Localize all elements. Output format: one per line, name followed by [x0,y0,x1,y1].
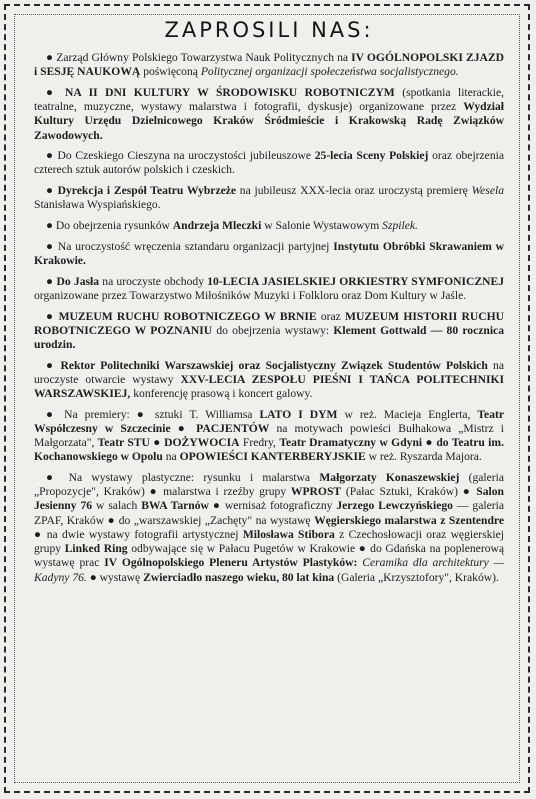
announcement-text: MUZEUM RUCHU ROBOTNICZEGO W BRNIE [58,309,317,323]
announcement-text: do „warszawskiej „Zachęty" na wystawę [115,513,315,527]
bullet-icon: ● [34,527,47,541]
announcement-text: 25-lecia Sceny Polskiej [314,149,429,163]
bullet-icon: ● [46,239,58,253]
announcement-text: do Teatru im. Kochanowskiego w Opolu [34,436,504,464]
announcement-text: organizowane przez Towarzystwo Miłośników Muzyki i Folkloru oraz Dom Kultury w Jaśle. [34,288,467,302]
announcement-text: WPROST [290,485,342,499]
announcement-text: Do Czeskiego Cieszyna na uroczystości jubileuszowe [57,149,315,163]
announcement-item [34,86,504,143]
announcement-text: Zarząd Główny Polskiego Towarzystwa Nauk Politycznych na [56,51,352,64]
announcement-text: PACJENTÓW [196,421,270,435]
announcement-text: Politycznej organizacji społeczeństwa socjalistycznego. [200,65,459,79]
announcement-item [34,310,504,353]
announcement-text: (galeria „Propozycje", Kraków) [34,471,505,499]
announcement-item [34,240,504,268]
bullet-icon: ● [149,485,159,499]
bullet-icon: ● [422,436,437,450]
announcement-text: Teatr STU [94,436,150,450]
announcement-text: na uroczyste obchody [99,274,208,288]
announcement-item [34,275,504,303]
announcement-text: LATO I DYM [259,407,338,421]
announcement-text: Szpilek. [382,219,418,233]
announcement-text: BWA Tarnów [141,499,209,513]
announcement-item [34,184,504,212]
announcement-text: na motywach powieści Bułhakowa [269,421,459,435]
bullet-icon: ● [46,358,61,372]
announcement-text: (Galeria „Krzysztofory", Kraków). [334,570,499,584]
announcement-text: do Gdańska na poplenerową wystawę prac [34,542,505,570]
announcement-text: Na wystawy plastyczne: rysunku i malarstwa [68,471,320,485]
bullet-icon: ● [46,309,59,323]
announcement-text: Rektor Politechniki Warszawskiej oraz Socjalistyczny Związek Studentów Polskich [60,358,488,372]
announcement-text: w reż. Macieja Englerta, [337,407,478,421]
bullet-icon: ● [46,471,69,485]
bullet-icon: ● [170,421,197,435]
announcement-list [34,51,504,585]
announcement-text: na [162,450,180,464]
announcement-text: Małgorzaty Konaszewskiej [319,471,460,485]
announcement-text: wystawę [99,570,144,584]
bullet-icon: ● [136,407,155,421]
announcement-text: Wesela [471,184,504,198]
announcement-text: oraz obejrzenia czterech sztuk autorów polskich i czeskich. [34,149,504,177]
bullet-icon: ● [46,51,57,64]
announcement-text: Milosława Stibora [242,527,335,541]
bullet-icon: ● [46,219,56,233]
announcement-item [34,51,504,79]
announcement-text: w reż. Ryszarda Majora. [365,450,482,464]
announcement-text: poświęconą [140,65,201,79]
announcement-text: Wydział Kultury Urzędu Dzielnicowego Kraków Śródmieście i Krakowską Radę Związków Zawodowych. [34,100,504,142]
announcement-text: Dyrekcja i Zespół Teatru Wybrzeże [57,184,237,198]
announcement-text: (spotkania literackie, teatralne, muzyczne, wystawy malarstwa i fotografii, dyskusje) organizowane przez [34,85,504,114]
announcement-text: Klement Gottwald — 80 rocznica urodzin. [34,323,504,351]
bullet-icon: ● [149,436,165,450]
announcement-text: Zwierciadło naszego wieku, 80 lat kina [143,570,335,584]
announcement-text: Fredry, [239,436,280,450]
announcement-text: NA II DNI KULTURY W ŚRODOWISKU ROBOTNICZYM [65,85,395,99]
bullet-icon: ● [107,513,116,527]
announcement-text: w salach [92,499,142,513]
announcement-text: Andrzeja Mleczki [172,219,262,233]
announcement-text: OPOWIEŚCI KANTERBERYJSKIE [179,450,366,464]
announcement-text: Instytutu Obróbki Skrawaniem w Krakowie. [34,239,504,267]
announcement-text: z Czechosłowacji oraz węgierskiej grupy [34,527,505,556]
announcement-text: w Salonie Wystawowym [261,219,383,233]
announcement-item [34,471,504,585]
announcement-text: malarstwa i rzeźby grupy [158,485,291,499]
announcement-item [34,219,504,233]
announcement-text: Na uroczystość wręczenia sztandaru organizacji partyjnej [57,239,334,253]
announcement-text: sztuki T. Williamsa [154,407,260,421]
bullet-icon: ● [46,184,58,198]
announcement-text: do obejrzenia wystawy: [212,323,334,337]
announcement-text: Linked Ring [64,542,128,556]
announcement-text: IV Ogólnopolskiego Pleneru Artystów Plastyków: [104,556,358,570]
announcement-text: MUZEUM HISTORII RUCHU ROBOTNICZEGO W POZNANIU [34,309,504,337]
announcement-text: Teatr Współczesny w Szczecinie [34,407,505,435]
announcement-text: Teatr Dramatyczny w Gdyni [279,436,423,450]
announcement-text: „Mistrz i Małgorzata", [34,421,504,450]
announcement-text: Na premiery: [64,407,137,421]
announcement-text: na uroczyste otwarcie wystawy [34,358,504,386]
announcement-text: DOŻYWOCIA [164,436,240,450]
article [34,18,504,591]
announcement-text: oraz [316,309,346,323]
announcement-text: 10-LECIA JASIELSKIEJ ORKIESTRY SYMFONICZNEJ [207,274,504,288]
announcement-text: Węgierskiego malarstwa z Szentendre [314,513,504,527]
announcement-item [34,359,504,402]
bullet-icon: ● [46,274,57,288]
bullet-icon: ● [46,85,66,99]
announcement-item [34,149,504,177]
bullet-icon: ● [46,407,65,421]
bullet-icon: ● [208,499,225,513]
announcement-text: Stanisława Wyspiańskiego. [34,198,161,212]
announcement-text: konferencję prasową i koncert galowy. [130,387,313,401]
announcement-item [34,408,504,465]
announcement-text: ● Salon Jesienny 76 [34,485,505,513]
announcement-text: na dwie wystawy fotografii artystycznej [46,527,243,541]
bullet-icon: ● [86,570,100,584]
announcement-text: (Pałac Sztuki, Kraków) [341,485,463,499]
bullet-icon: ● [46,149,58,163]
announcement-text: Jerzego Lewczyńskiego [336,499,453,513]
announcement-text: XXV-LECIA ZESPOŁU PIEŚNI I TAŃCA POLITECHNIKI WARSZAWSKIEJ, [34,372,504,401]
article-title: ZAPROSILI NAS: [164,18,374,42]
announcement-text: IV OGÓLNOPOLSKI ZJAZD i SESJĘ NAUKOWĄ [34,51,504,79]
announcement-text: odbywające się w Pałacu Pugetów w Krakowie [127,542,359,556]
bullet-icon: ● [358,542,367,556]
announcement-text: Do obejrzenia rysunków [55,219,173,233]
announcement-text: Ceramika dla architektury — Kadyny 76. [34,556,504,584]
announcement-text: wernisaż fotograficzny [224,499,337,513]
announcement-text: Do Jasła [56,274,100,288]
announcement-text: na jubileusz XXX-lecia oraz uroczystą premierę [236,184,472,198]
announcement-text: — galeria ZPAF, Kraków [34,499,504,527]
